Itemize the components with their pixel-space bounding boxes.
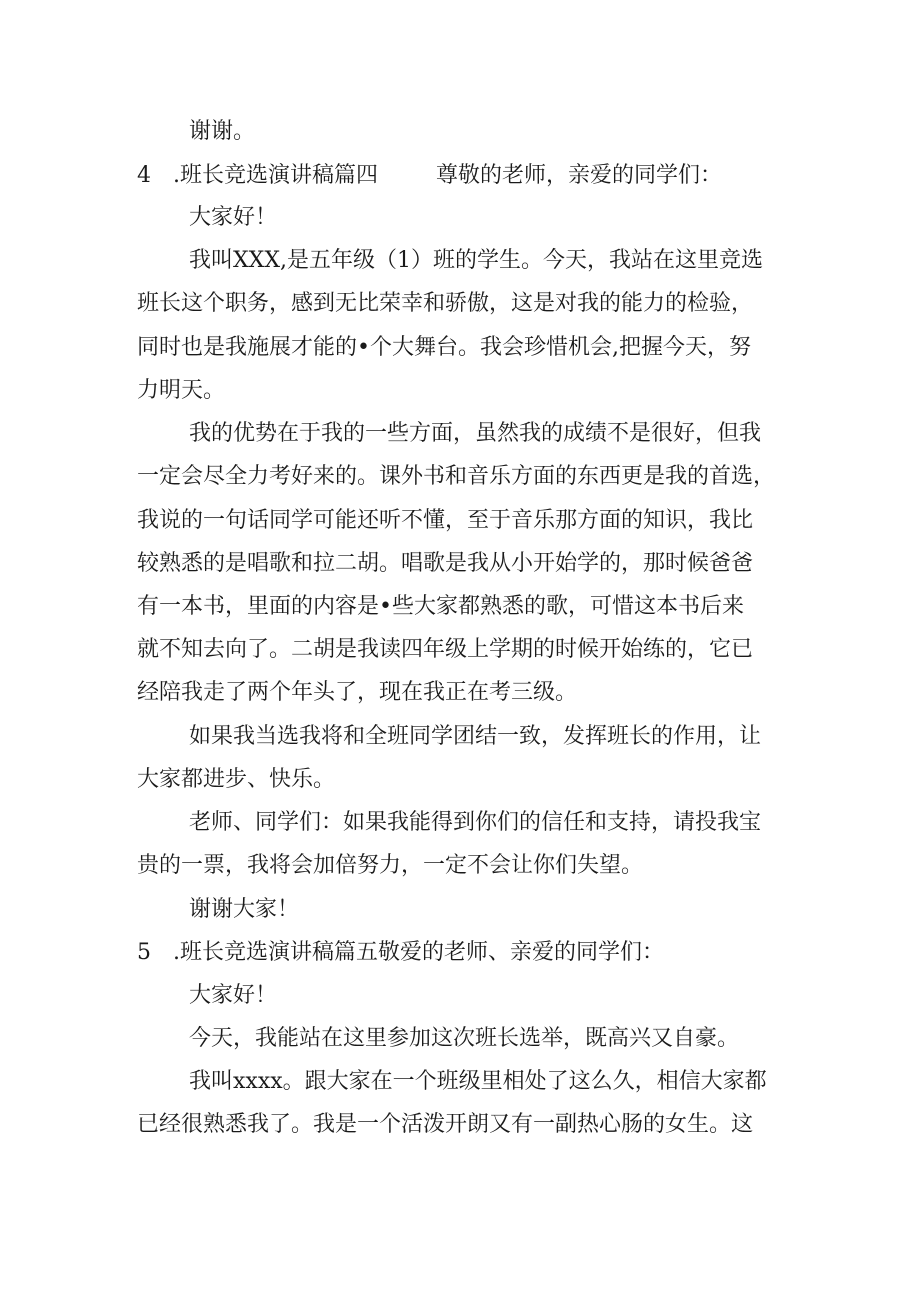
paragraph-line: 谢谢。 — [189, 119, 256, 144]
heading-greeting: 尊敬的老师，亲爱的同学们： — [436, 163, 723, 188]
paragraph-line: 大家好！ — [189, 983, 278, 1008]
paragraph-line: 我的优势在于我的一些方面，虽然我的成绩不是很好，但我 — [189, 421, 762, 446]
paragraph-line: 力明天。 — [137, 378, 226, 403]
heading-title: .班长竞选演讲稿篇五敬爱的老师、亲爱的同学们： — [173, 940, 664, 965]
paragraph-line: 老师、同学们：如果我能得到你们的信任和支持，请投我宝 — [189, 810, 762, 835]
paragraph-line: 贵的一票，我将会加倍努力，一定不会让你们失望。 — [137, 853, 644, 878]
paragraph-line: 大家好！ — [189, 205, 278, 230]
paragraph-line: 如果我当选我将和全班同学团结一致，发挥班长的作用，让 — [189, 724, 762, 749]
paragraph-line: 同时也是我施展才能的•个大舞台。我会珍惜机会,把握今天，努 — [137, 335, 751, 360]
heading-number: 4 — [137, 163, 151, 188]
section-heading-4 — [137, 161, 787, 191]
paragraph-line: 大家都进步、快乐。 — [137, 767, 336, 792]
paragraph-line: 我叫XXX,是五年级（1）班的学生。今天，我站在这里竞选 — [189, 248, 763, 273]
paragraph-line: 我说的一句话同学可能还听不懂，至于音乐那方面的知识，我比 — [137, 508, 754, 533]
heading-number: 5 — [137, 940, 151, 965]
paragraph-line: 就不知去向了。二胡是我读四年级上学期的时候开始练的，它已 — [137, 637, 754, 662]
paragraph-line: 班长这个职务，感到无比荣幸和骄傲，这是对我的能力的检验， — [137, 291, 754, 316]
paragraph-line: 谢谢大家！ — [189, 897, 300, 922]
paragraph-line: 较熟悉的是唱歌和拉二胡。唱歌是我从小开始学的，那时候爸爸 — [137, 551, 754, 576]
paragraph-line: 有一本书，里面的内容是•些大家都熟悉的歌，可惜这本书后来 — [137, 594, 744, 619]
paragraph-line: 我叫xxxx。跟大家在一个班级里相处了这么久，相信大家都 — [189, 1069, 767, 1094]
paragraph-line: 一定会尽全力考好来的。课外书和音乐方面的东西更是我的首选， — [137, 464, 776, 489]
paragraph-line: 已经很熟悉我了。我是一个活泼开朗又有一副热心肠的女生。这 — [137, 1112, 754, 1137]
paragraph-line: 今天，我能站在这里参加这次班长选举，既高兴又自豪。 — [189, 1026, 740, 1051]
heading-title: .班长竞选演讲稿篇四 — [173, 163, 378, 188]
section-heading-5 — [137, 938, 787, 968]
paragraph-line: 经陪我走了两个年头了，现在我正在考三级。 — [137, 680, 578, 705]
